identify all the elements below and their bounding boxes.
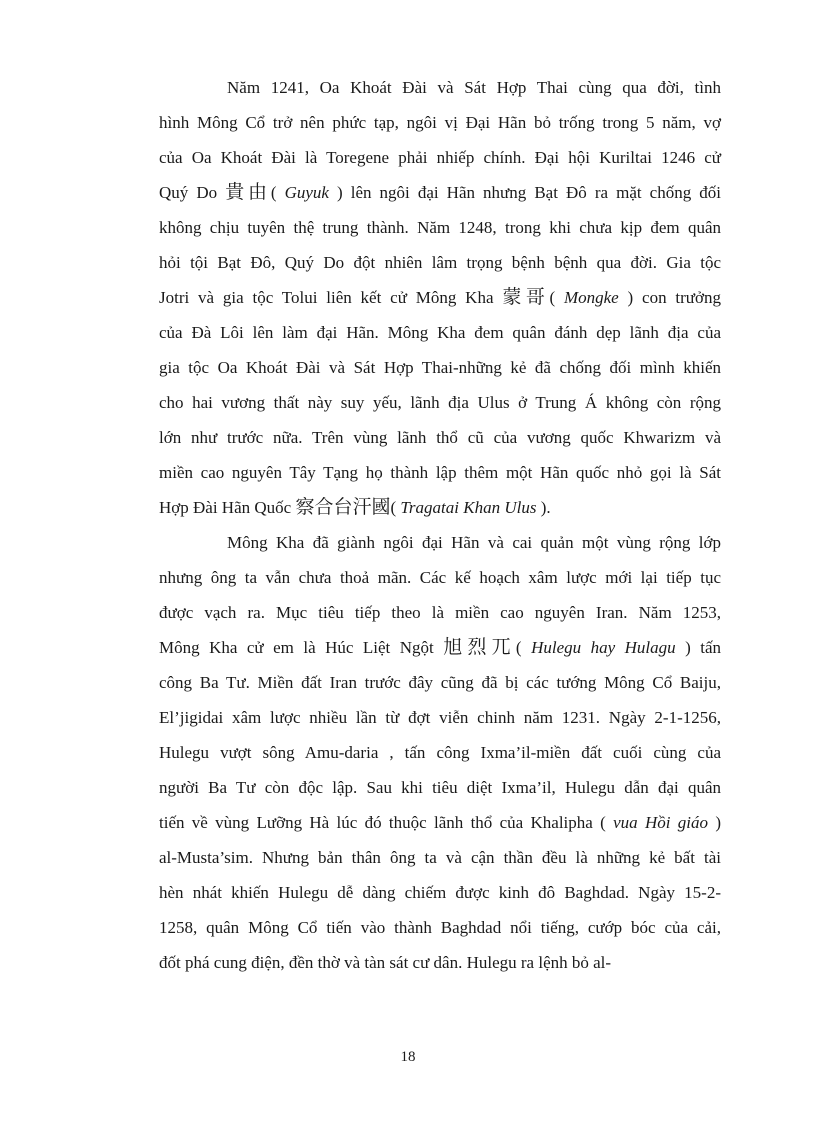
text-run: người Ba Tư còn độc lập. Sau khi tiêu diệt Ixma’il, Hulegu dẫn đại quân xyxy=(159,778,721,797)
han-characters: 旭烈兀 xyxy=(443,636,516,658)
text-run: ) con trưởng xyxy=(618,288,721,307)
italic-term: Mongke xyxy=(563,288,619,307)
text-run: ( xyxy=(390,498,401,517)
text-run: nhưng ông ta vẫn chưa thoả mãn. Các kế hoạch xâm lược mới lại tiếp tục xyxy=(159,568,721,587)
text-run: ) tấn xyxy=(675,638,721,657)
paragraph xyxy=(159,525,721,980)
text-line xyxy=(159,595,721,630)
text-run: Jotri và gia tộc Tolui liên kết cử Mông Kha xyxy=(159,288,503,307)
text-run: cho hai vương thất này suy yếu, lãnh địa Ulus ở Trung Á không còn rộng xyxy=(159,393,721,412)
text-line xyxy=(159,175,721,210)
text-run: ( xyxy=(549,288,564,307)
text-run: không chịu tuyên thệ trung thành. Năm 1248, trong khi chưa kịp đem quân xyxy=(159,218,721,237)
text-run: đốt phá cung điện, đền thờ và tàn sát cư dân. Hulegu ra lệnh bỏ al- xyxy=(159,953,612,972)
text-line xyxy=(159,770,721,805)
text-run: Hulegu vượt sông Amu-daria , tấn công Ixma’il-miền đất cuối cùng của xyxy=(159,743,721,762)
han-characters: 貴由 xyxy=(225,181,271,203)
italic-term: vua Hồi giáo xyxy=(613,813,709,832)
text-line xyxy=(159,385,721,420)
text-run: Hợp Đài Hãn Quốc xyxy=(159,498,296,517)
text-run: của Đà Lôi lên làm đại Hãn. Mông Kha đem quân đánh dẹp lãnh địa của xyxy=(159,323,721,342)
text-run: tiến về vùng Lưỡng Hà lúc đó thuộc lãnh thổ của Khalipha ( xyxy=(159,813,614,832)
italic-term: Hulegu hay Hulagu xyxy=(531,638,676,657)
text-run: Mông Kha đã giành ngôi đại Hãn và cai quản một vùng rộng lớp xyxy=(227,533,721,552)
text-run: miền cao nguyên Tây Tạng họ thành lập thêm một Hãn quốc nhỏ gọi là Sát xyxy=(159,463,721,482)
text-line xyxy=(159,805,721,840)
text-line xyxy=(159,350,721,385)
text-run: 1258, quân Mông Cổ tiến vào thành Baghdad nổi tiếng, cướp bóc của cải, xyxy=(159,918,721,937)
text-line xyxy=(159,280,721,315)
text-run: Quý Do xyxy=(159,183,226,202)
text-run: gia tộc Oa Khoát Đài và Sát Hợp Thai-những kẻ đã chống đối mình khiến xyxy=(159,358,721,377)
text-run: lớn như trước nữa. Trên vùng lãnh thổ cũ của vương quốc Khwarizm và xyxy=(159,428,721,447)
text-run: al-Musta’sim. Nhưng bản thân ông ta và cận thần đều là những kẻ bất tài xyxy=(159,848,721,867)
body-text xyxy=(159,70,721,980)
page-number: 18 xyxy=(400,1049,416,1065)
text-line xyxy=(159,525,721,560)
text-line xyxy=(159,455,721,490)
paragraph xyxy=(159,70,721,525)
text-line xyxy=(159,700,721,735)
text-run: hèn nhát khiến Hulegu dễ dàng chiếm được kinh đô Baghdad. Ngày 15-2- xyxy=(159,883,721,902)
text-line xyxy=(159,665,721,700)
text-line xyxy=(159,560,721,595)
italic-term: Tragatai Khan Ulus xyxy=(400,498,537,517)
text-line xyxy=(159,875,721,910)
text-line xyxy=(159,735,721,770)
text-run: ) xyxy=(708,813,721,832)
text-line xyxy=(159,630,721,665)
text-run: ( xyxy=(270,183,285,202)
italic-term: Guyuk xyxy=(284,183,329,202)
text-run: công Ba Tư. Miền đất Iran trước đây cũng đã bị các tướng Mông Cổ Baiju, xyxy=(159,673,721,692)
text-line xyxy=(159,840,721,875)
text-line xyxy=(159,490,721,525)
text-run: ( xyxy=(515,638,532,657)
text-line xyxy=(159,910,721,945)
text-line xyxy=(159,140,721,175)
text-line xyxy=(159,70,721,105)
han-characters: 察合台汗國 xyxy=(295,496,391,518)
text-run: ) lên ngôi đại Hãn nhưng Bạt Đô ra mặt chống đối xyxy=(328,183,721,202)
text-line xyxy=(159,945,721,980)
text-line xyxy=(159,105,721,140)
text-run: được vạch ra. Mục tiêu tiếp theo là miền cao nguyên Iran. Năm 1253, xyxy=(159,603,721,622)
text-run: hình Mông Cổ trở nên phức tạp, ngôi vị Đại Hãn bỏ trống trong 5 năm, vợ xyxy=(159,113,721,132)
text-line xyxy=(159,245,721,280)
text-run: Năm 1241, Oa Khoát Đài và Sát Hợp Thai cùng qua đời, tình xyxy=(227,78,721,97)
text-line xyxy=(159,420,721,455)
text-run: hỏi tội Bạt Đô, Quý Do đột nhiên lâm trọng bệnh bệnh qua đời. Gia tộc xyxy=(159,253,721,272)
text-line xyxy=(159,315,721,350)
text-run: Mông Kha cử em là Húc Liệt Ngột xyxy=(159,638,444,657)
text-run: của Oa Khoát Đài là Toregene phải nhiếp chính. Đại hội Kuriltai 1246 cử xyxy=(159,148,721,167)
text-run: El’jigidai xâm lược nhiều lần từ đợt viễn chinh năm 1231. Ngày 2-1-1256, xyxy=(159,708,721,727)
text-line xyxy=(159,210,721,245)
han-characters: 蒙哥 xyxy=(502,286,550,308)
text-run: ). xyxy=(536,498,551,517)
